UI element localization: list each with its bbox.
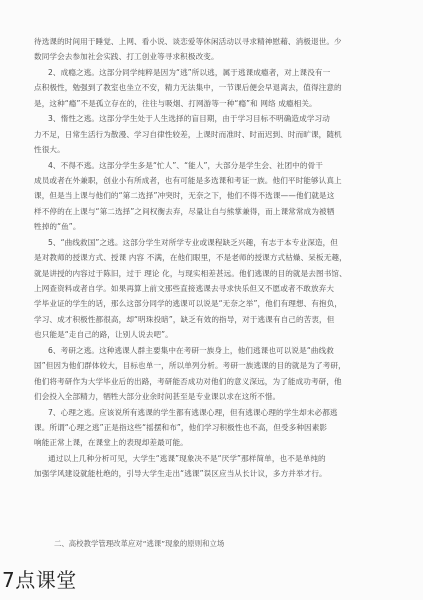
text-line: 学毕业证的学生的话，那么这部分同学的逃课可以说是“无奈之举”，他们有理想、有抱负， bbox=[34, 299, 343, 309]
text-line: 5、“曲线救国”之逃。这部分学生对所学专业或课程缺乏兴趣，有志于本专业深造，但 bbox=[48, 237, 338, 247]
text-line: 点积极性，勉强到了教室也坐立不安，精力无法集中，一节课后便会早退离去，值得注意的 bbox=[34, 83, 342, 93]
text-line: 4、不得不逃。这部分学生多是“忙人”、“能人”，大部分是学生会、社团中的骨干 bbox=[48, 160, 323, 170]
document-body bbox=[34, 34, 388, 554]
text-line: 国”但因为他们群体较大，目标也单一，所以单列分析。考研一族逃课的目的就是为了考研， bbox=[34, 361, 346, 371]
text-line: 待选课的时间用于睡觉、上网、看小说、谈恋爱等休闲活动以寻求精神慰藉、消极退世。少 bbox=[34, 37, 342, 46]
text-line: 3、惰性之逃。这部分学生处于人生选择的盲目期，由于学习目标不明确造成学习动 bbox=[48, 114, 330, 124]
text-line: 样不停的在上课与“第二选择”之间权衡去弃，尽量让自与熊掌兼得，而上课常常成为被牺 bbox=[34, 206, 335, 216]
text-line: 通过以上几种分析可见，大学生“逃课”现象决不是“厌学”那样简单，也不是单纯的 bbox=[48, 453, 326, 463]
text-line: 7、心理之逃。应该说所有逃课的学生都有逃课心理，但有逃课心理的学生却未必都逃 bbox=[48, 407, 338, 417]
text-line: 上网查资料或者自学。如果再算上前文那些直接逃课去寻求快乐但又不愿或者不敢放弃大 bbox=[34, 284, 335, 293]
text-line: 学习、成才积极性都很高，却“明珠投暗”，缺乏有效的指导，对于逃课有自己的苦衷，但 bbox=[34, 314, 335, 324]
text-line: 就是讲授的内容过于陈旧，过于 理论 化，与现实相差甚远。他们逃课的目的就是去图书馆、 bbox=[34, 268, 347, 278]
text-line: 数同学会去参加社会实践、打工创业等寻求积极改变。 bbox=[34, 52, 219, 62]
text-line: 成员或者在外兼职，创业小有所成者，也有可能是多选课和考证一族。他们平时能够认真上 bbox=[34, 175, 342, 185]
text-line: 是对教师的授课方式、授课 内容 不满，在他们眼里，不是老师的授课方式枯燥、呆板无趣， bbox=[34, 253, 347, 263]
text-line: 2、成瘾之逃。这部分同学纯粹是因为“逃”所以逃，属于逃课成瘾者，对上课没有一 bbox=[48, 67, 331, 77]
text-line: 加强学风建设就能杜绝的，引导大学生走出“逃课”误区应当从长计议，多方并举才行。 bbox=[34, 469, 327, 479]
text-line: 性很大。 bbox=[34, 145, 65, 155]
section-heading: 二、高校教学管理改革应对“逃课”现象的原则和立场 bbox=[54, 539, 225, 548]
text-line: 响能正常上课，在课堂上的表现却差最可能。 bbox=[34, 438, 188, 448]
text-line: 6、考研之逃。这种逃课人群主要集中在考研一族身上，他们逃课也可以说是“曲线救 bbox=[48, 345, 334, 355]
text-line: 力不足，日常生活行为散漫、学习自律性较差，上课时而准时、时而迟到、时而旷课，随机 bbox=[34, 129, 342, 139]
text-line: 是，这种“瘾”不是孤立存在的，往往与吸烟、打网游等一种“瘾”和 网络 成瘾相关。 bbox=[34, 98, 317, 108]
text-line: 他们将考研作为大学毕业后的出路，考研能否成功对他们的意义深远，为了能成功考研，他 bbox=[34, 376, 342, 386]
image-caption: 7点课堂 bbox=[2, 568, 77, 592]
text-line: 也只能是“走自己的路，让别人说去吧”。 bbox=[34, 330, 173, 340]
text-line: 们会投入全部精力，牺牲大部分业余时间甚至是专业课以求在这所不惜。 bbox=[34, 392, 281, 402]
text-line: 课。所谓“心理之逃”正是指这些“摇摆和布”，他们学习积极性也不高，但受多种因素影 bbox=[34, 422, 328, 432]
text-line: 课，但是当上课与他们的“第二选择”冲突时，无奈之下，他们不得不选课——他们就是这 bbox=[34, 191, 335, 201]
text-line: 牲掉的“鱼”。 bbox=[34, 222, 81, 232]
